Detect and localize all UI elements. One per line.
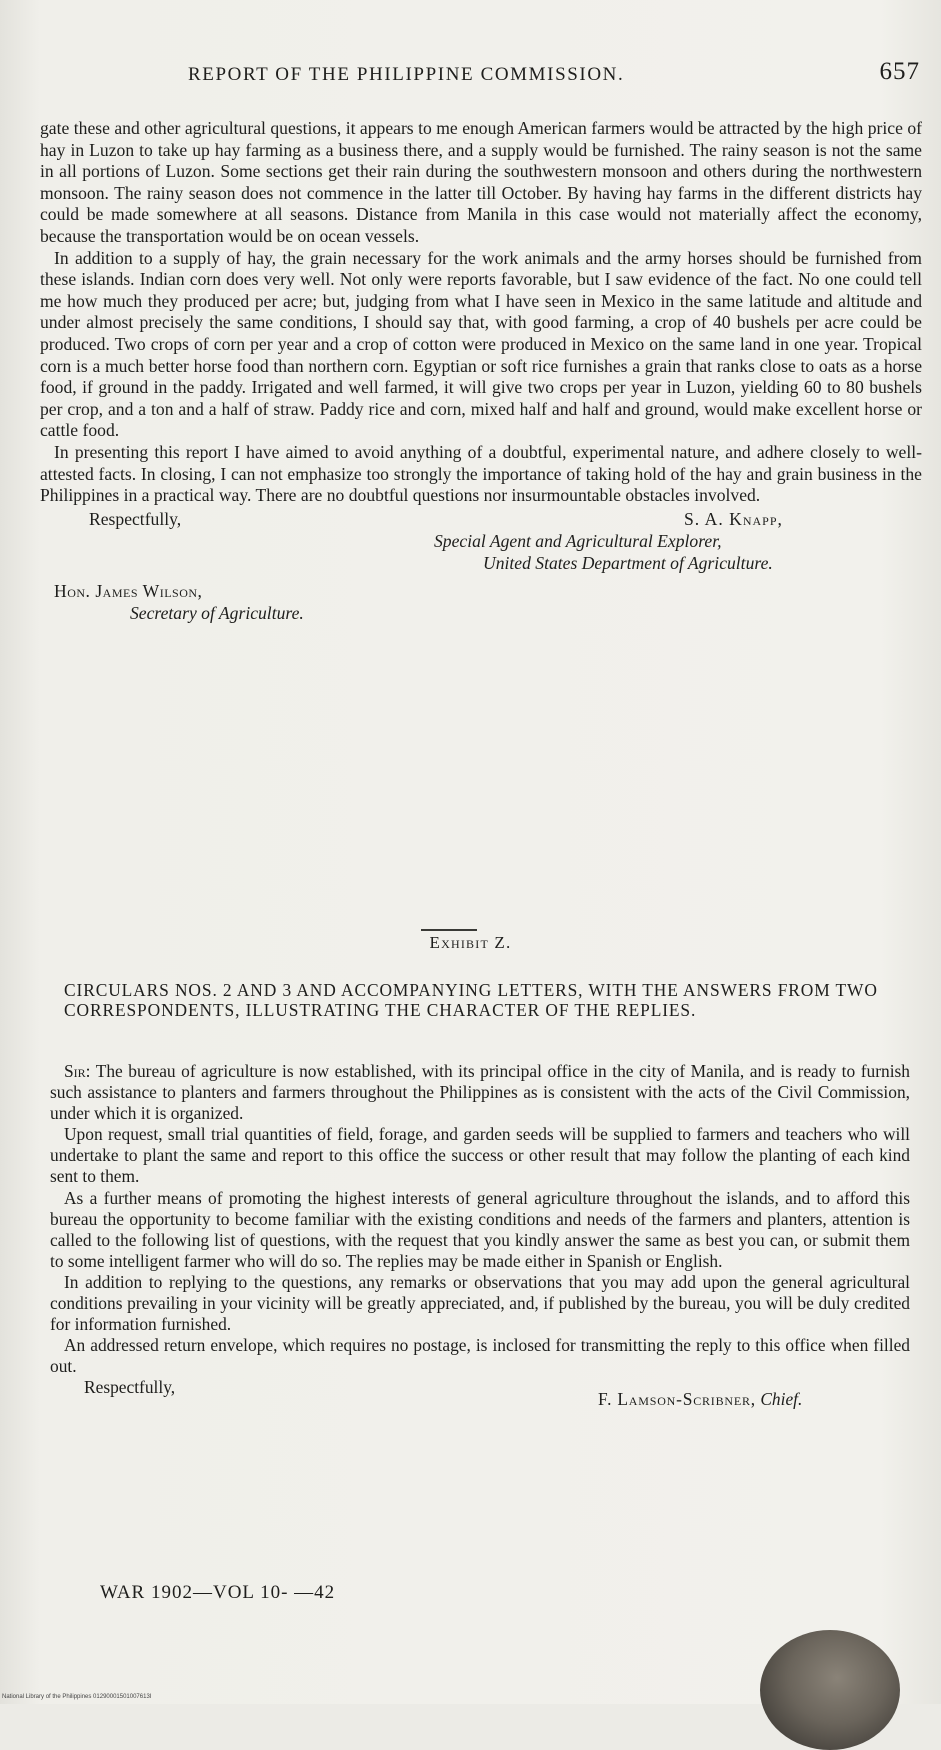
circular-paragraph <box>50 1061 910 1124</box>
report-paragraph: In addition to a supply of hay, the grain necessary for the work animals and the army horses should be furnished from these islands. Indian corn does very well. Not only were reports favorable, but I saw evidence of the fact. No one could tell me how much they produced per acre; but, judging from what I have seen in Mexico in the same latitude and altitude and under almost precisely the same conditions, I should say that, with good farming, a crop of 40 bushels per acre could be produced. Two crops of corn per year and a crop of cotton were produced in Mexico on the same land in one year. Tropical corn is a much better horse food than northern corn. Egyptian or soft rice furnishes a grain that ranks close to oats as a horse food, if ground in the paddy. Irrigated and well farmed, it will give two crops per year in Luzon, yielding 60 to 80 bushels per crop, and a ton and a half of straw. Paddy rice and corn, mixed half and half and ground, would make excellent horse or cattle food. <box>40 247 922 441</box>
report-signer-title: Special Agent and Agricultural Explorer, <box>434 530 722 551</box>
scanner-thumb-shadow <box>760 1630 900 1750</box>
salutation: Sir: <box>64 1061 91 1081</box>
report-signer-department: United States Department of Agriculture. <box>483 552 773 573</box>
circular-paragraph: As a further means of promoting the highest interests of general agriculture throughout the islands, and to afford this bureau the opportunity to become familiar with the existing conditions and needs of the farmers and planters, attention is called to the following list of questions, with the request that you kindly answer the same as best you can, or submit them to some intelligent farmer who will do so. The replies may be made either in Spanish or English. <box>50 1187 910 1271</box>
exhibit-heading: CIRCULARS NOS. 2 AND 3 AND ACCOMPANYING LETTERS, WITH THE ANSWERS FROM TWO CORRESPONDENTS, ILLUSTRATING THE CHARACTER OF THE REPLIES. <box>64 980 878 1020</box>
circular-paragraph: In addition to replying to the questions, any remarks or observations that you may add upon the general agricultural conditions prevailing in your vicinity will be greatly appreciated, and, if published by the bureau, you will be duly credited for information furnished. <box>50 1271 910 1335</box>
report-body <box>40 118 922 629</box>
circular-signer-name: F. Lamson-Scribner, <box>598 1389 756 1410</box>
addressee-title: Secretary of Agriculture. <box>130 602 304 623</box>
report-paragraph: In presenting this report I have aimed to avoid anything of a doubtful, experimental nature, and adhere closely to well-attested facts. In closing, I can not emphasize too strongly the importance of taking hold of the hay and grain business in the Philippines in a practical way. There are no doubtful questions nor insurmountable obstacles involved. <box>40 441 922 506</box>
circular-signer <box>598 1389 802 1410</box>
circular-paragraph-text: The bureau of agriculture is now established, with its principal office in the city of Manila, and is ready to furnish such assistance to planters and farmers throughout the Philippines as is consistent with the acts of the Civil Commission, under which it is organized. <box>50 1061 910 1124</box>
circular-paragraph: Upon request, small trial quantities of field, forage, and garden seeds will be supplied to farmers and teachers who will undertake to plant the same and report to this office the success or other result that may follow the planting of each kind sent to them. <box>50 1124 910 1187</box>
addressee-name: Hon. James Wilson, <box>54 580 203 601</box>
exhibit-title: Exhibit Z. <box>429 933 512 952</box>
circular-paragraph: An addressed return envelope, which requires no postage, is inclosed for transmitting the reply to this office when filled out. <box>50 1335 910 1377</box>
report-closing: Respectfully, <box>89 508 182 529</box>
report-paragraph: gate these and other agricultural questions, it appears to me enough American farmers would be attracted by the high price of hay in Luzon to take up hay farming as a business there, and a supply would be furnished. The rainy season is not the same in all portions of Luzon. Some sections get their rain during the southwestern monsoon and others during the northwestern monsoon. The rainy season does not commence in the latter till October. By having hay farms in the different districts hay could be made somewhere at all seasons. Distance from Manila in this case would not materially affect the economy, because the transportation would be on ocean vessels. <box>40 118 922 246</box>
page-header <box>60 58 920 94</box>
report-signer-name: S. A. Knapp, <box>684 508 783 529</box>
circular-signer-title: Chief. <box>760 1389 803 1410</box>
section-divider <box>421 929 477 931</box>
library-stamp: National Library of the Philippines 01290001501007613I <box>2 1694 152 1700</box>
signature-mark: WAR 1902—VOL 10- —42 <box>100 1582 336 1603</box>
running-head: REPORT OF THE PHILIPPINE COMMISSION. <box>188 64 625 85</box>
page-number: 657 <box>879 58 920 85</box>
report-signature-block <box>40 509 922 629</box>
circular-body <box>50 1061 910 1417</box>
circular-closing: Respectfully, <box>84 1377 176 1398</box>
circular-signature-block <box>50 1377 910 1417</box>
